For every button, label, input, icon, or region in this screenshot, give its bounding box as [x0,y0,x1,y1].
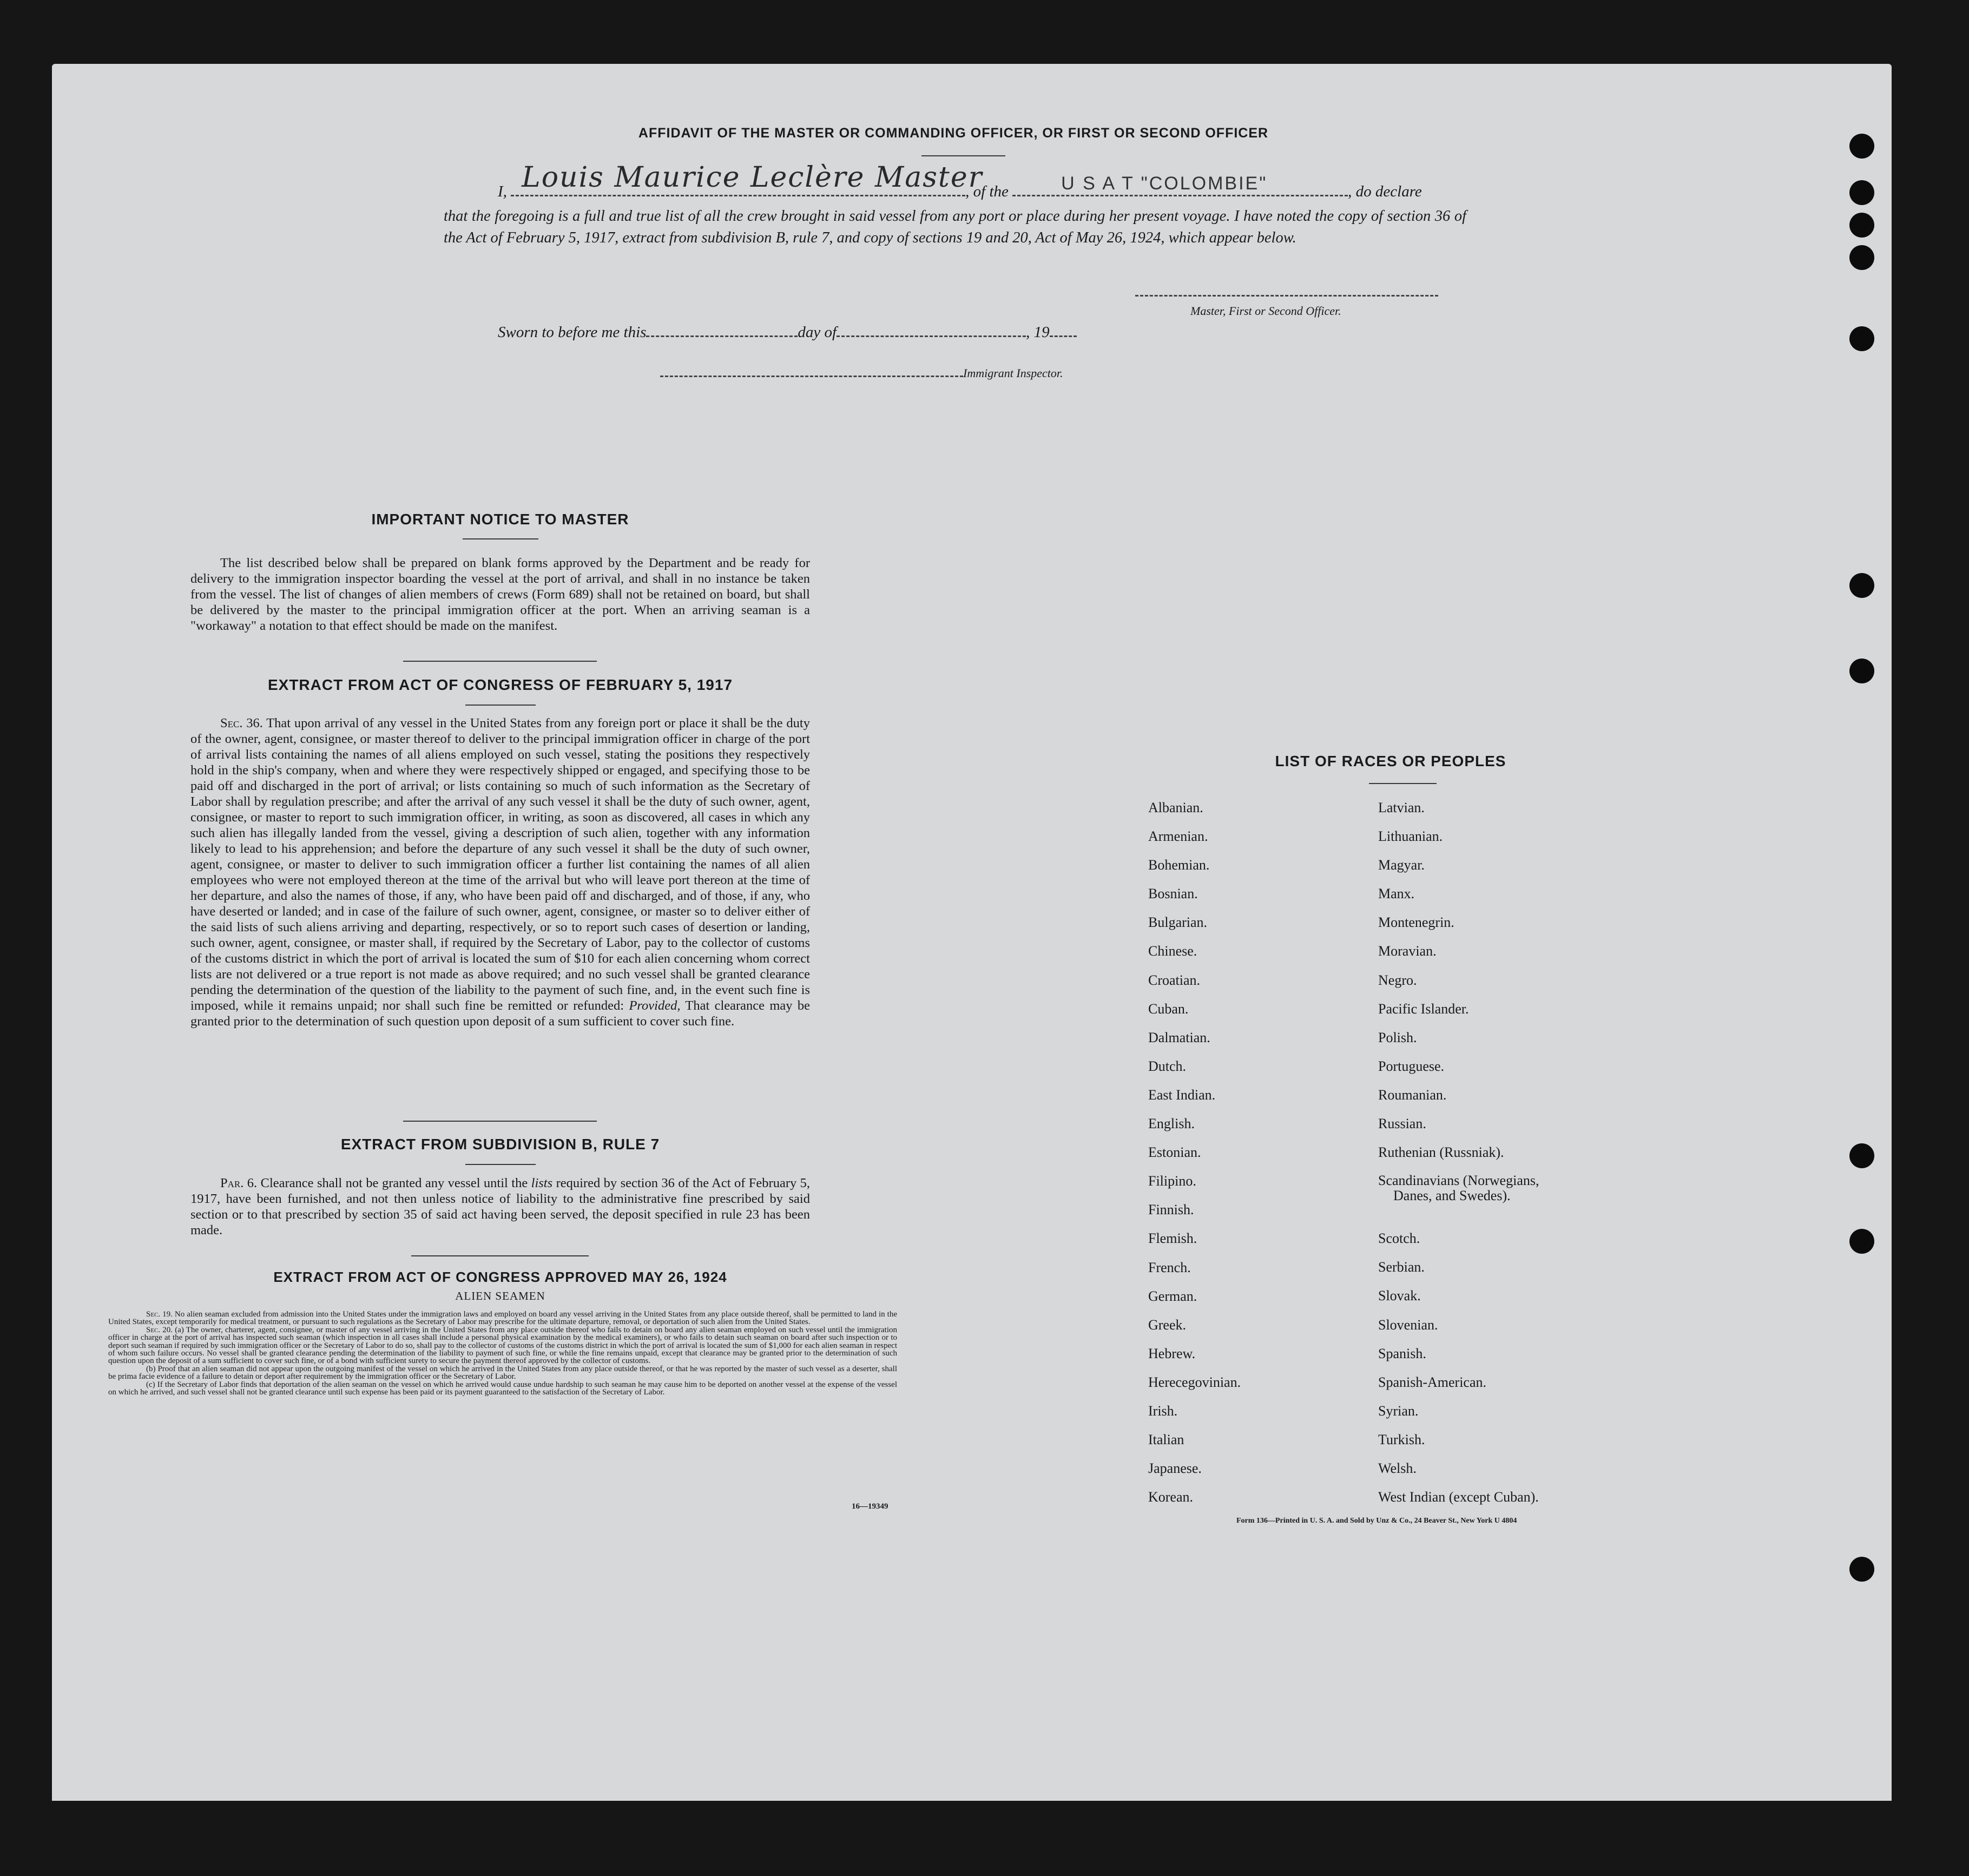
race-item: French. [1148,1259,1191,1275]
sec-20a-paragraph [108,1326,897,1365]
rule7-title: EXTRACT FROM SUBDIVISION B, RULE 7 [340,1136,660,1153]
race-item: Moravian. [1378,943,1437,959]
master-signature-line [1135,295,1438,297]
race-item: Slovenian. [1378,1317,1438,1333]
binder-hole [1849,134,1874,159]
race-item: Magyar. [1378,857,1425,873]
race-item: Negro. [1378,972,1417,988]
race-item: English. [1148,1116,1195,1132]
sec-20c-paragraph: (c) If the Secretary of Labor finds that deportation of the alien seaman on the vessel on which he arrived would cause undue hardship to such seaman he may cause him to be deported on another vessel at the expense of the vessel on which he arrived, and such vessel shall not be granted clearance until such expense has been paid or its payment guaranteed to the satisfaction of the Secretary of Labor. [108,1380,897,1397]
extract-1917-title: EXTRACT FROM ACT OF CONGRESS OF FEBRUARY 5, 1917 [267,676,733,693]
form-code: 16—19349 [852,1502,888,1511]
declare-text: , do declare [1348,183,1422,200]
binder-hole [1849,180,1874,205]
sec-19-paragraph [108,1311,897,1326]
notice-title: IMPORTANT NOTICE TO MASTER [371,511,629,528]
rule7-rule [465,1164,536,1165]
sec-36-text: That upon arrival of any vessel in the United States from any foreign port or place it shall be the duty of the owner, agent, consignee, or master thereof to deliver to the principal immigration officer in charge of the port of arrival lists containing the names of all aliens employed on such vessel, stating the positions they respectively hold in the ship's company, when and where they were respectively shipped or engaged, and specifying those to be paid off and discharged in the port of arrival; or lists containing so much of such information as the Secretary of Labor shall by regulation prescribe; and after the arrival of any such vessel it shall be the duty of such owner, agent, consignee, or master to report to such immigration officer, in writing, as soon as discovered, all cases in which any such alien has illegally landed from the vessel, giving a description of such alien, together with any information likely to lead to his apprehension; and before the departure of any such vessel it shall be the duty of such owner, agent, consignee, or master to deliver to such immigration officer a further list containing the names of all alien employees who were not employed thereon at the time of the arrival but who will leave port thereon at the time of her departure, and also the names of those, if any, who have been paid off and discharged, and of those, if any, who have deserted or landed; and in case of the failure of such owner, agent, consignee, or master so to deliver either of the said lists of such aliens arriving and departing, respectively, or so to report such cases of desertion or landing, such owner, agent, consignee, or master shall, if required by the Secretary of Labor, pay to the collector of customs of the customs district in which the port of arrival is located the sum of $10 for each alien concerning whom correct lists are not delivered or a true report is not made as above required; and no such vessel shall be granted clearance pending the determination of the question of the liability to the payment of such fine, and, in the event such fine is imposed, while it remains unpaid; nor shall such fine be remitted or refunded: [190,716,810,1013]
race-item: Armenian. [1148,828,1208,845]
declaration-body: that the foregoing is a full and true list of all the crew brought in said vessel from any port or place during her present voyage. I have noted the copy of section 36 of the Act of February 5, 1917, extract from subdivision B, rule 7, and copy of sections 19 and 20, Act of May 26, 1924, which appear below. [444,208,1466,246]
race-item: Albanian. [1148,800,1203,815]
title-rule [921,155,1005,156]
race-item: Bohemian. [1148,857,1210,873]
form-footer: Form 136—Printed in U. S. A. and Sold by Unz & Co., 24 Beaver St., New York U 4804 [1236,1517,1517,1525]
race-item: Russian. [1378,1116,1426,1132]
races-right-column [1378,793,1649,1511]
race-item: Latvian. [1378,800,1425,815]
race-item: Japanese. [1148,1460,1202,1477]
sec-19-label: Sec. 19. [146,1310,173,1319]
declaration-prefix: I, [498,183,507,200]
race-item: Flemish. [1148,1230,1197,1247]
extract-1917-rule [465,705,536,706]
race-item: Dutch. [1148,1058,1187,1074]
sworn-day-field [646,335,798,337]
race-item: German. [1148,1288,1197,1304]
extract-1924-body [108,1311,897,1396]
race-item: Scotch. [1378,1230,1420,1247]
handwritten-signature: Louis Maurice Leclère Master [522,161,983,194]
race-item: Pacific Islander. [1378,1000,1469,1017]
race-item: Estonian. [1148,1144,1201,1161]
race-item: Slovak. [1378,1288,1421,1304]
sworn-prefix: Sworn to before me this [498,324,647,341]
inspector-caption: Immigrant Inspector. [963,366,1063,380]
alien-seamen-subtitle: ALIEN SEAMEN [455,1289,545,1302]
race-item: Cuban. [1148,1000,1189,1017]
section-divider [411,1255,589,1256]
binder-hole [1849,1143,1874,1168]
race-item: Bulgarian. [1148,914,1208,931]
binder-hole [1849,245,1874,270]
binder-hole [1849,573,1874,598]
race-item: Spanish-American. [1378,1374,1487,1390]
vessel-name: U S A T "COLOMBIE" [1061,173,1268,194]
declaration-line [498,161,1472,201]
race-item: West Indian (except Cuban). [1378,1489,1539,1505]
race-item: Italian [1148,1432,1184,1448]
sec-19-text: No alien seaman excluded from admission into the United States under the immigration laws and employed on board any vessel arriving in the United States from any place outside thereof, shall be permitted to land in the United States, except temporarily for medical treatment, or pursuant to such regulations as the Secretary of Labor may prescribe for the ultimate departure, removal, or deportation of such alien from the United States. [108,1310,897,1327]
race-item: Spanish. [1378,1345,1426,1361]
sec-36-text-end: That clearance may be granted prior to the determination of such question upon deposit of a sum sufficient to cover such fine. [190,998,810,1029]
binder-hole [1849,1229,1874,1254]
race-item: Manx. [1378,886,1415,902]
race-item: Syrian. [1378,1403,1419,1419]
notice-body: The list described below shall be prepared on blank forms approved by the Department and be ready for delivery to the immigration inspector boarding the vessel at the port of arrival, and shall in no instance be taken from the vessel. The list of changes of alien members of crews (Form 689) shall not be retained on board, but shall be delivered by the master to the principal immigration officer at the port. When an arriving seaman is a "workaway" a notation to that effect should be made on the manifest. [190,556,810,633]
sec-20a-text: (a) The owner, charterer, agent, consignee, or master of any vessel arriving in the United States from any place outside thereof who fails to detain on board any alien seaman employed on such vessel until the immigration officer in charge at the port of arrival has inspected such seaman (which inspection in all cases shall include a personal physical examination by the medical examiners), or who fails to detain such seaman on board after such inspection or to deport such seaman if required by such immigration officer or the Secretary of Labor to do so, shall pay to the collector of customs of the customs district in which the port of arrival is located the sum of $1,000 for each alien seaman in respect of whom such failure occurs. No vessel shall be granted clearance pending the determination of the liability to payment of such fine, or while the fine remains unpaid, except that clearance may be granted prior to the determination of such question upon the deposit of a sum sufficient to cover such fine, or of a bond with sufficient surety to secure the payment thereof approved by the collector of customs. [108,1325,898,1366]
vessel-field [1012,173,1348,196]
sec-20-label: Sec. 20. [146,1325,173,1334]
race-item: East Indian. [1148,1087,1216,1103]
race-item: Chinese. [1148,943,1197,959]
affidavit-title: AFFIDAVIT OF THE MASTER OR COMMANDING OFFICER, OR FIRST OR SECOND OFFICER [638,126,1269,141]
race-item: Serbian. [1378,1259,1425,1275]
race-item: Danes, and Swedes). [1393,1188,1511,1204]
race-item: Lithuanian. [1378,828,1443,845]
rule7-body [190,1175,810,1238]
inspector-line [660,366,1063,380]
sworn-line [498,324,1077,341]
race-item: Filipino. [1148,1173,1196,1189]
races-left-column [1148,793,1354,1511]
inspector-signature-field [660,376,963,377]
race-item: Welsh. [1378,1460,1417,1476]
race-item: Dalmatian. [1148,1029,1210,1045]
section-divider [403,1121,597,1122]
of-the-text: , of the [965,183,1009,200]
race-item: Irish. [1148,1403,1178,1419]
races-title: LIST OF RACES OR PEOPLES [1275,753,1506,769]
par-6-text-a: Clearance shall not be granted any vessel until the [260,1176,528,1190]
signature-field [511,161,983,196]
extract-1924-title: EXTRACT FROM ACT OF CONGRESS APPROVED MAY 26, 1924 [273,1269,727,1285]
provided-word: Provided, [629,998,681,1013]
notice-rule [463,538,538,539]
race-item: Montenegrin. [1378,914,1454,931]
par-6-label: Par. 6. [220,1176,258,1190]
race-item: Croatian. [1148,972,1201,988]
par-6-text-b: required by section 36 of the Act of February 5, 1917, have been furnished, and not then unless notice of liability to the administrative fine prescribed by said section or to that prescribed by section 35 of said act having been served, the deposit specified in rule 23 has been made. [190,1176,811,1237]
race-item: Scandinavians (Norwegians, [1378,1173,1539,1189]
sworn-year-label: , 19 [1026,324,1050,341]
race-item: Polish. [1378,1029,1417,1045]
race-item: Hebrew. [1148,1345,1196,1361]
sworn-month-field [837,335,1026,337]
sec-20b-paragraph: (b) Proof that an alien seaman did not appear upon the outgoing manifest of the vessel on which he arrived in the United States from any place outside thereof, or that he was reported by the master of such vessel as a deserter, shall be prima facie evidence of a failure to detain or deport after requirement by the immigration officer or the Secretary of Labor. [108,1364,897,1381]
binder-hole [1849,659,1874,683]
races-rule [1369,783,1437,784]
binder-hole [1849,213,1874,238]
binder-hole [1849,1557,1874,1582]
race-item: Finnish. [1148,1202,1194,1218]
race-item: Turkish. [1378,1431,1425,1447]
binder-hole [1849,326,1874,351]
sec-36-label: Sec. 36. [220,716,263,730]
sworn-day-label: day of [798,324,837,341]
lists-word: lists [531,1176,553,1190]
race-item: Roumanian. [1378,1087,1447,1103]
sworn-year-field [1050,335,1077,337]
master-caption: Master, First or Second Officer. [1190,304,1341,318]
race-item: Ruthenian (Russniak). [1378,1144,1504,1161]
race-item: Herecegovinian. [1148,1374,1241,1390]
race-item: Korean. [1148,1489,1194,1505]
race-item: Greek. [1148,1317,1187,1333]
section-divider [403,661,597,662]
race-item: Portuguese. [1378,1058,1445,1074]
extract-1917-body [190,715,810,1029]
race-item: Bosnian. [1148,886,1198,902]
